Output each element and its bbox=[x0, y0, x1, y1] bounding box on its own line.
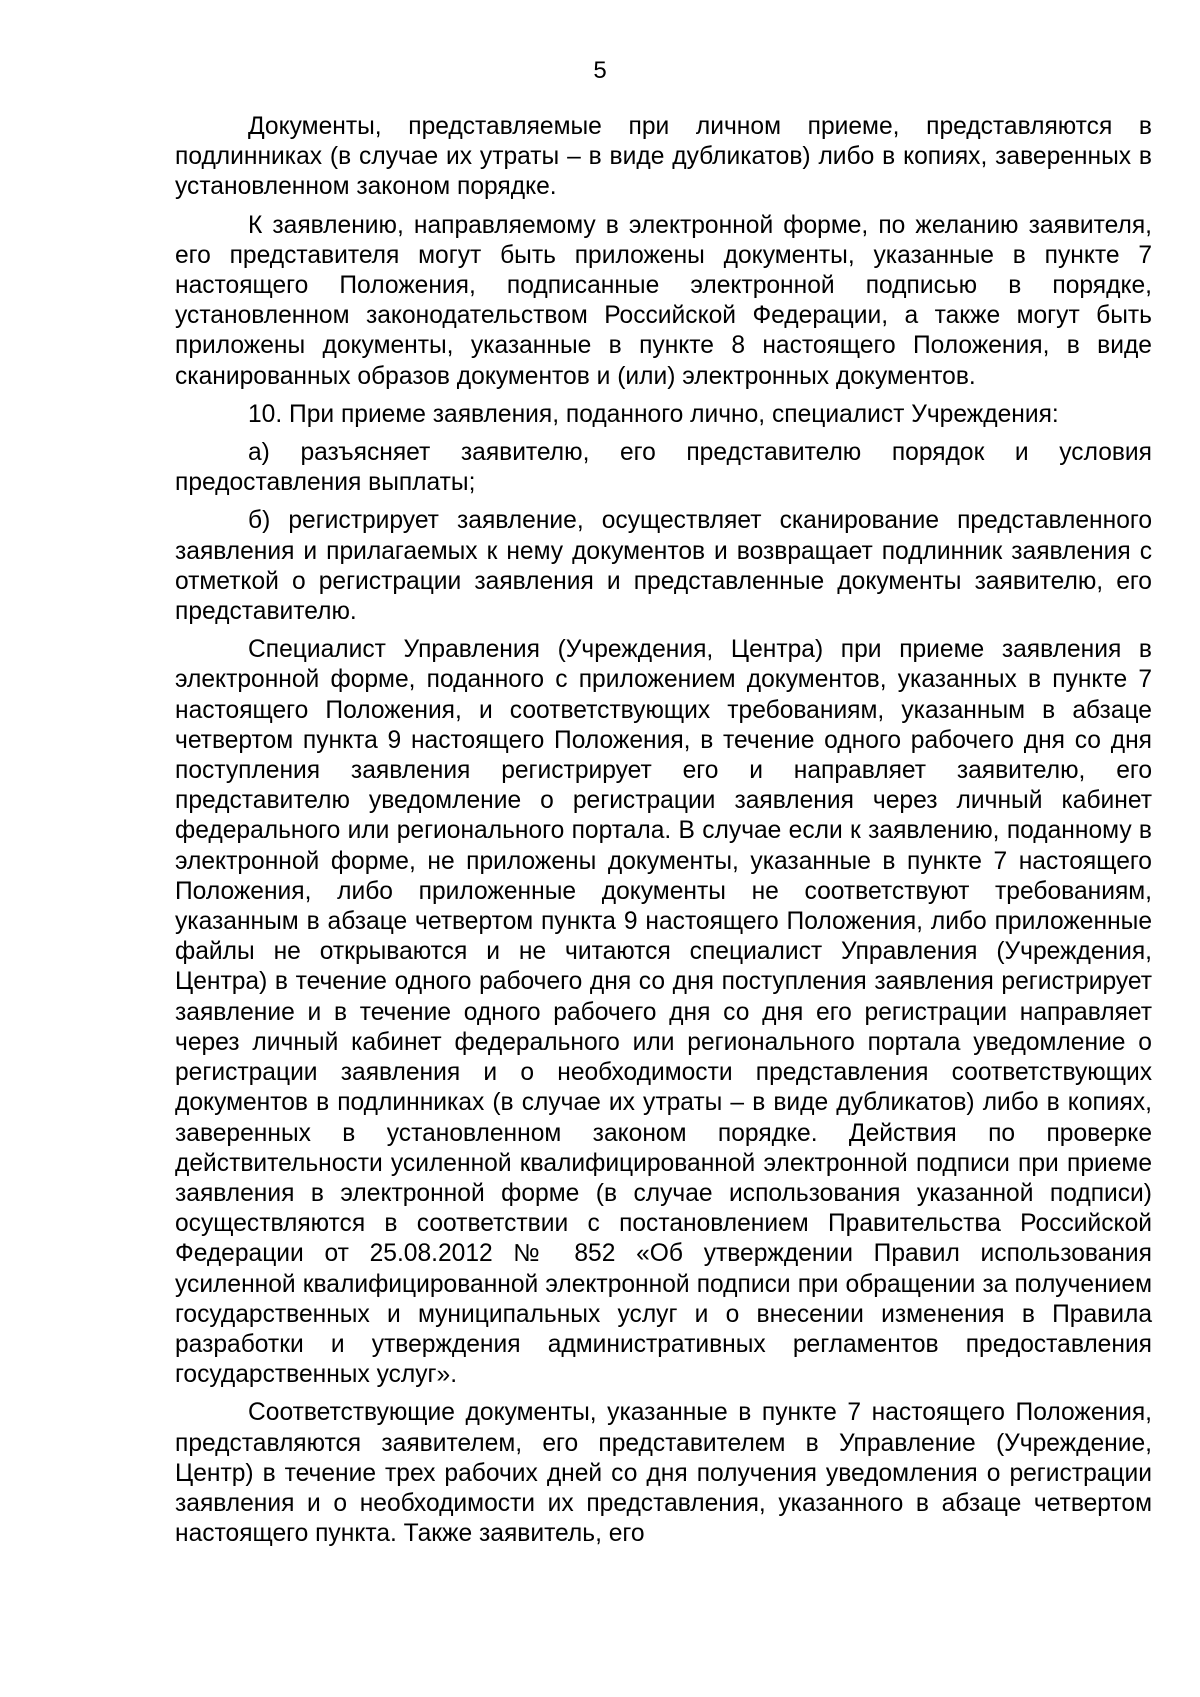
paragraph-item-10: 10. При приеме заявления, поданного лично, специалист Учреждения: bbox=[248, 400, 1059, 428]
paragraph-corresponding-documents: Соответствующие документы, указанные в пункте 7 настоящего Положения, представляются заявителем, его представителем в Управление (Учреждение, Центр) в течение трех рабочих дней со дня получения уведомления о регистрации заявления и о необходимости их представления, указанного в абзаце четвертом настоящего пункта. Также заявитель, его bbox=[175, 1399, 1152, 1548]
page-number: 5 bbox=[593, 57, 607, 84]
paragraph-documents-in-person: Документы, представляемые при личном приеме, представляются в подлинниках (в случае их утраты – в виде дубликатов) либо в копиях, заверенных в установленном законом порядке. bbox=[175, 113, 1152, 201]
paragraph-electronic-attachments: К заявлению, направляемому в электронной форме, по желанию заявителя, его представителя могут быть приложены документы, указанные в пункте 7 настоящего Положения, подписанные электронной подписью в порядке, установленном законодательством Российской Федерации, а также могут быть приложены документы, указанные в пункте 8 настоящего Положения, в виде сканированных образов документов и (или) электронных документов. bbox=[175, 211, 1152, 390]
paragraph-subitem-b: б) регистрирует заявление, осуществляет сканирование представленного заявления и прилагаемых к нему документов и возвращает подлинник заявления с отметкой о регистрации заявления и представленные документы заявителю, его представителю. bbox=[175, 507, 1152, 626]
paragraph-subitem-a: а) разъясняет заявителю, его представителю порядок и условия предоставления выплаты; bbox=[175, 439, 1152, 497]
document-body bbox=[175, 112, 1152, 1557]
paragraph-electronic-registration: Специалист Управления (Учреждения, Центра) при приеме заявления в электронной форме, поданного с приложением документов, указанных в пункте 7 настоящего Положения, и соответствующих требованиям, указанным в абзаце четвертом пункта 9 настоящего Положения, в течение одного рабочего дня со дня поступления заявления регистрирует его и направляет заявителю, его представителю уведомление о регистрации заявления через личный кабинет федерального или регионального портала. В случае если к заявлению, поданному в электронной форме, не приложены документы, указанные в пункте 7 настоящего Положения, либо приложенные документы не соответствуют требованиям, указанным в абзаце четвертом пункта 9 настоящего Положения, либо приложенные файлы не открываются и не читаются специалист Управления (Учреждения, Центра) в течение одного рабочего дня со дня поступления заявления регистрирует заявление и в течение одного рабочего дня со дня его регистрации направляет через личный кабинет федерального или регионального портала уведомление о регистрации заявления и о необходимости представления соответствующих документов в подлинниках (в случае их утраты – в виде дубликатов) либо в копиях, заверенных в установленном законом порядке. Действия по проверке действительности усиленной квалифицированной электронной подписи при приеме заявления в электронной форме (в случае использования указанной подписи) осуществляются в соответствии с постановлением Правительства Российской Федерации от 25.08.2012 № 852 «Об утверждении Правил использования усиленной квалифицированной электронной подписи при обращении за получением государственных и муниципальных услуг и о внесении изменения в Правила разработки и утверждения административных регламентов предоставления государственных услуг». bbox=[175, 636, 1152, 1389]
